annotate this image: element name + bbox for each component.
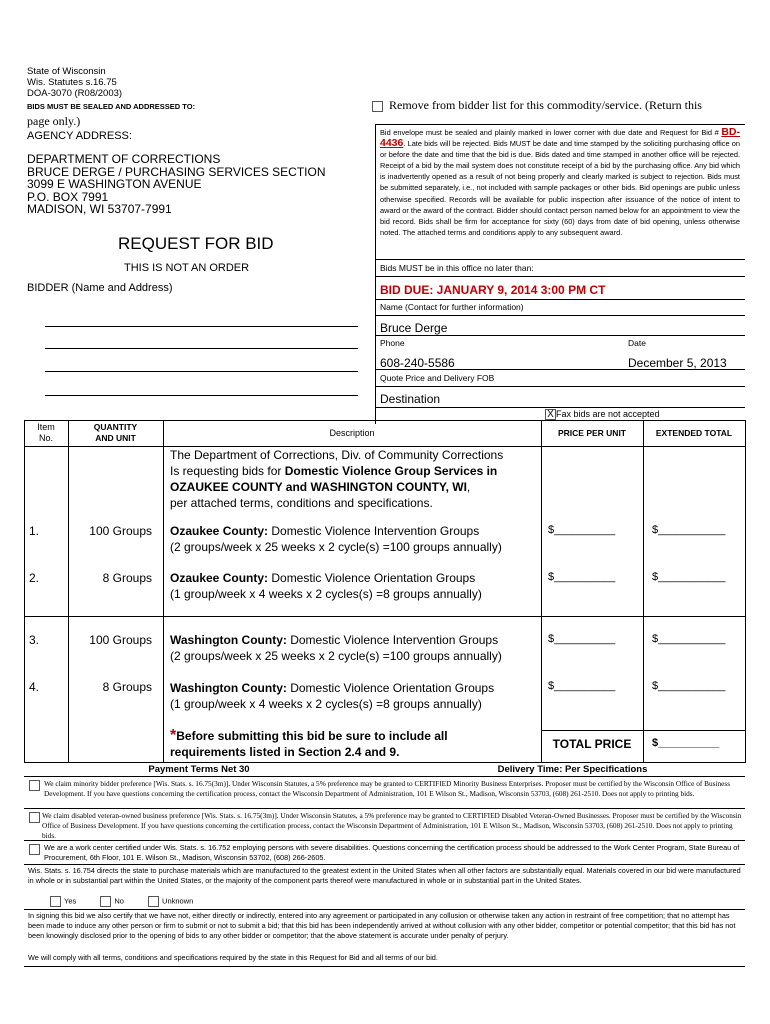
bidder-line[interactable] <box>45 326 358 327</box>
intro-line <box>170 463 540 479</box>
rule <box>375 407 745 408</box>
due-label: Bids MUST be in this office no later than: <box>380 263 534 273</box>
bid-number: BD-4436 <box>380 126 740 150</box>
col-header-item <box>24 422 68 444</box>
agency-line: 3099 E WASHINGTON AVENUE <box>27 177 202 191</box>
contact-label: Name (Contact for further information) <box>380 302 524 312</box>
rule <box>24 966 745 967</box>
col-header-qty <box>68 422 163 444</box>
row-qty: 100 Groups <box>89 633 152 647</box>
instructions-pre: Bid envelope must be sealed and plainly marked in lower corner with due date and Request for Bid # <box>380 128 722 137</box>
remove-text-cont: page only.) <box>27 114 81 128</box>
header-line-3: DOA-3070 (R08/2003) <box>27 88 123 99</box>
remove-text: Remove from bidder list for this commodity/service. (Return this <box>389 98 702 112</box>
fax-text: Fax bids are not accepted <box>556 409 660 419</box>
agency-line: P.O. BOX 7991 <box>27 189 109 204</box>
rule <box>24 808 745 809</box>
table-bottom-border <box>24 762 745 763</box>
intro-line: The Department of Corrections, Div. of Community Corrections <box>170 448 504 462</box>
intro-line <box>170 479 540 495</box>
note-line-1 <box>170 728 540 744</box>
bidder-line[interactable] <box>45 395 358 396</box>
ext-input[interactable]: $___________ <box>652 524 726 536</box>
note-text-1: Before submitting this bid be sure to include all <box>176 729 448 743</box>
agency-address <box>27 153 326 216</box>
agency-label: AGENCY ADDRESS: <box>27 130 132 142</box>
yes-checkbox[interactable] <box>50 896 61 907</box>
minority-preference: We claim minority bidder preference [Wis. Stats. s. 16.75(3m)]. Under Wisconsin Statutes, a 5% preference may be granted to CERTIFIED Minority Business Enterprises. Proposer must be certified by the Wisconsin Office of Business Development. If you have questions concerning the certification process, contact the Wisconsin Department of Administration, 101 E Wilson St., Madison, Wisconsin 53703, (608) 261-2510. Does not apply to printing bids. <box>44 779 731 798</box>
comply-statement: We will comply with all terms, conditions and specifications required by the state in this Request for Bid and all terms of our bid. <box>28 953 438 962</box>
row-service: Domestic Violence Intervention Groups <box>268 524 480 538</box>
table-border <box>541 420 542 763</box>
row-county: Ozaukee County: <box>170 524 269 538</box>
bidder-label: BIDDER (Name and Address) <box>27 282 173 294</box>
col-unit-label: AND UNIT <box>95 433 136 443</box>
row-title <box>170 523 540 539</box>
price-input[interactable]: $__________ <box>548 524 616 536</box>
row-title <box>170 632 540 648</box>
rule <box>375 259 745 260</box>
note-text-2: requirements listed in Section 2.4 and 9. <box>170 745 400 759</box>
table-row <box>170 632 540 664</box>
bid-due: BID DUE: JANUARY 9, 2014 3:00 PM CT <box>380 283 606 297</box>
row-no: 1. <box>29 524 40 538</box>
page-subtitle: THIS IS NOT AN ORDER <box>124 262 250 274</box>
col-header-desc: Description <box>329 428 375 438</box>
ext-input[interactable]: $___________ <box>652 633 726 645</box>
row-service: Domestic Violence Intervention Groups <box>286 633 499 647</box>
usa-materials: Wis. Stats. s. 16.754 directs the state to purchase materials which are manufactured to the greatest extent in the United States when all other factors are substantially equal. Materials covered in our bid were manufactured in whole or in substantial part within the United States, or the majority of the component parts thereof were manufactured in whole or in substantial part in the United States. <box>28 866 741 885</box>
row-no: 2. <box>29 571 40 585</box>
unknown-checkbox[interactable] <box>148 896 159 907</box>
rule <box>375 386 745 387</box>
issue-date: December 5, 2013 <box>628 356 727 370</box>
row-title <box>170 680 540 696</box>
intro-service: Domestic Violence Group Services in <box>284 464 498 478</box>
col-item-label: Item <box>37 422 55 432</box>
instructions-post: . Late bids will be rejected. Bids MUST be date and time stamped by the soliciting purchasing office on or before the date and time that the bid is due. Bids dated and time stamped in another office will be rejected. Receipt of a bid by the mail system does not constitute receipt of a bid by the purchasing office. Any bid which is inadvertently opened as a result of not being properly and clearly marked is subject to rejection. Bids must be submitted separately, i.e., not included with sample packages or other bids. Bid openings are public unless otherwise specified. Records will be available for public inspection after issuance of the notice of intent to award or the award of the contract. Bidder should contact person named below for an appointment to view the bid record. Bids shall be firm for acceptance for sixty (60) days from date of bid opening, unless otherwise noted. The attached terms and conditions apply to any subsequent award. <box>380 139 740 237</box>
collusion-statement: In signing this bid we also certify that we have not, either directly or indirectly, entered into any agreement or participated in any collusion or otherwise taken any action in restraint of free competition; that no attempt has been made to induce any other person or firm to submit or not to submit a bid; that this bid has been independently arrived at without collusion with any other bidder, competitor or potential competitor; that this bid has not been knowingly disclosed prior to the opening of bids to any other bidder or competitor; that the above statement is accurate under penalty of perjury. <box>28 911 736 940</box>
table-row <box>170 680 540 712</box>
row-service: Domestic Violence Orientation Groups <box>268 571 476 585</box>
right-box-border <box>375 124 376 424</box>
row-detail: (2 groups/week x 25 weeks x 2 cycle(s) =100 groups annually) <box>170 649 502 663</box>
page-title: REQUEST FOR BID <box>118 234 274 253</box>
note-asterisk: * <box>170 727 177 744</box>
no-checkbox[interactable] <box>100 896 111 907</box>
intro-line: per attached terms, conditions and specifications. <box>170 496 433 510</box>
payment-terms: Payment Terms Net 30 <box>148 764 250 775</box>
sealed-label: BIDS MUST BE SEALED AND ADDRESSED TO: <box>27 102 196 111</box>
col-header-ext: EXTENDED TOTAL <box>655 428 733 438</box>
remove-checkbox[interactable] <box>372 101 383 112</box>
row-qty: 8 Groups <box>102 680 152 694</box>
table-border <box>643 420 644 763</box>
fax-note <box>545 409 660 420</box>
yes-label: Yes <box>64 896 77 906</box>
table-border <box>745 420 746 763</box>
rule <box>24 909 745 910</box>
row-county: Washington County: <box>170 633 287 647</box>
row-service: Domestic Violence Orientation Groups <box>286 681 495 695</box>
table-row <box>170 570 540 602</box>
contact-phone: 608-240-5586 <box>380 356 455 370</box>
table-border <box>163 420 164 763</box>
row-no: 4. <box>29 680 40 694</box>
row-county: Washington County: <box>170 681 287 695</box>
intro-text: Is requesting bids for <box>170 464 285 478</box>
phone-label: Phone <box>380 338 405 348</box>
unknown-label: Unknown <box>162 896 194 906</box>
total-input[interactable]: $__________ <box>652 737 720 749</box>
col-qty-label: QUANTITY <box>93 422 138 432</box>
usa-options <box>50 896 193 907</box>
ext-input[interactable]: $___________ <box>652 571 726 583</box>
table-intro <box>170 447 540 511</box>
agency-line: MADISON, WI 53707-7991 <box>27 202 172 216</box>
bidder-line[interactable] <box>45 371 358 372</box>
row-no: 3. <box>29 633 40 647</box>
rule <box>375 369 745 370</box>
remove-from-list <box>372 98 702 113</box>
workcenter-certification: We are a work center certified under Wis. Stats. s. 16.752 employing persons with severe disabilities. Questions concerning the certification process should be addressed to the Work Center Program, State Bureau of Procurement, 6th Floor, 101 E. Wilson St., Madison, Wisconsin 53702, (608) 266-2605. <box>44 843 740 862</box>
intro-counties: OZAUKEE COUNTY and WASHINGTON COUNTY, WI <box>170 480 467 494</box>
rule <box>375 299 745 300</box>
agency-line: DEPARTMENT OF CORRECTIONS <box>27 152 221 166</box>
no-label: No <box>114 896 124 906</box>
rule <box>375 124 745 125</box>
row-title <box>170 570 540 586</box>
table-border <box>68 420 69 763</box>
row-qty: 8 Groups <box>102 571 152 585</box>
fax-checkbox[interactable]: X <box>545 409 556 420</box>
total-border <box>541 730 745 731</box>
veteran-preference: We claim disabled veteran-owned business preference [Wis. Stats. s. 16.75(3m)]. Under Wisconsin Statutes, a 5% preference may be granted to CERTIFIED Disabled Veteran-Owned Businesses. Proposer must be certified by the Wisconsin Office of Business Development. If you have questions concerning the certification process, contact the Wisconsin Department of Administration, 101 E Wilson St., Madison, Wisconsin 53703, (608) 261-2510. Does not apply to printing bids. <box>42 811 742 840</box>
col-header-price: PRICE PER UNIT <box>557 428 626 438</box>
rule <box>375 315 745 316</box>
table-row <box>170 523 540 555</box>
intro-comma: , <box>466 480 471 494</box>
table-top-border <box>24 420 745 421</box>
price-input[interactable]: $__________ <box>548 680 616 692</box>
row-detail: (2 groups/week x 25 weeks x 2 cycle(s) =100 groups annually) <box>170 540 502 554</box>
submission-note <box>170 728 540 760</box>
rule <box>375 276 745 277</box>
minority-checkbox[interactable] <box>29 780 40 791</box>
bidder-line[interactable] <box>45 348 358 349</box>
row-detail: (1 group/week x 4 weeks x 2 cycles(s) =8 groups annually) <box>170 587 482 601</box>
fob-label: Quote Price and Delivery FOB <box>380 373 495 383</box>
instructions-text <box>380 127 740 238</box>
workcenter-checkbox[interactable] <box>29 844 40 855</box>
delivery-time: Delivery Time: Per Specifications <box>497 764 648 775</box>
total-label: TOTAL PRICE <box>552 737 632 751</box>
rule <box>24 864 745 865</box>
price-input[interactable]: $__________ <box>548 571 616 583</box>
veteran-checkbox[interactable] <box>29 812 40 823</box>
agency-line: BRUCE DERGE / PURCHASING SERVICES SECTION <box>27 164 326 179</box>
price-input[interactable]: $__________ <box>548 633 616 645</box>
ext-input[interactable]: $___________ <box>652 680 726 692</box>
col-no-label: No. <box>38 433 53 443</box>
row-detail: (1 group/week x 4 weeks x 2 cycles(s) =8 groups annually) <box>170 697 482 711</box>
row-qty: 100 Groups <box>89 524 152 538</box>
header-block <box>27 66 122 99</box>
row-separator <box>24 616 745 617</box>
header-line-2: Wis. Statutes s.16.75 <box>27 77 117 88</box>
table-border <box>24 420 25 763</box>
header-line-1: State of Wisconsin <box>27 66 106 77</box>
contact-name: Bruce Derge <box>380 321 448 335</box>
fob-value: Destination <box>380 392 441 406</box>
rule <box>375 335 745 336</box>
rule <box>24 776 745 777</box>
rule <box>24 840 745 841</box>
date-label: Date <box>628 338 646 348</box>
row-county: Ozaukee County: <box>170 571 269 585</box>
